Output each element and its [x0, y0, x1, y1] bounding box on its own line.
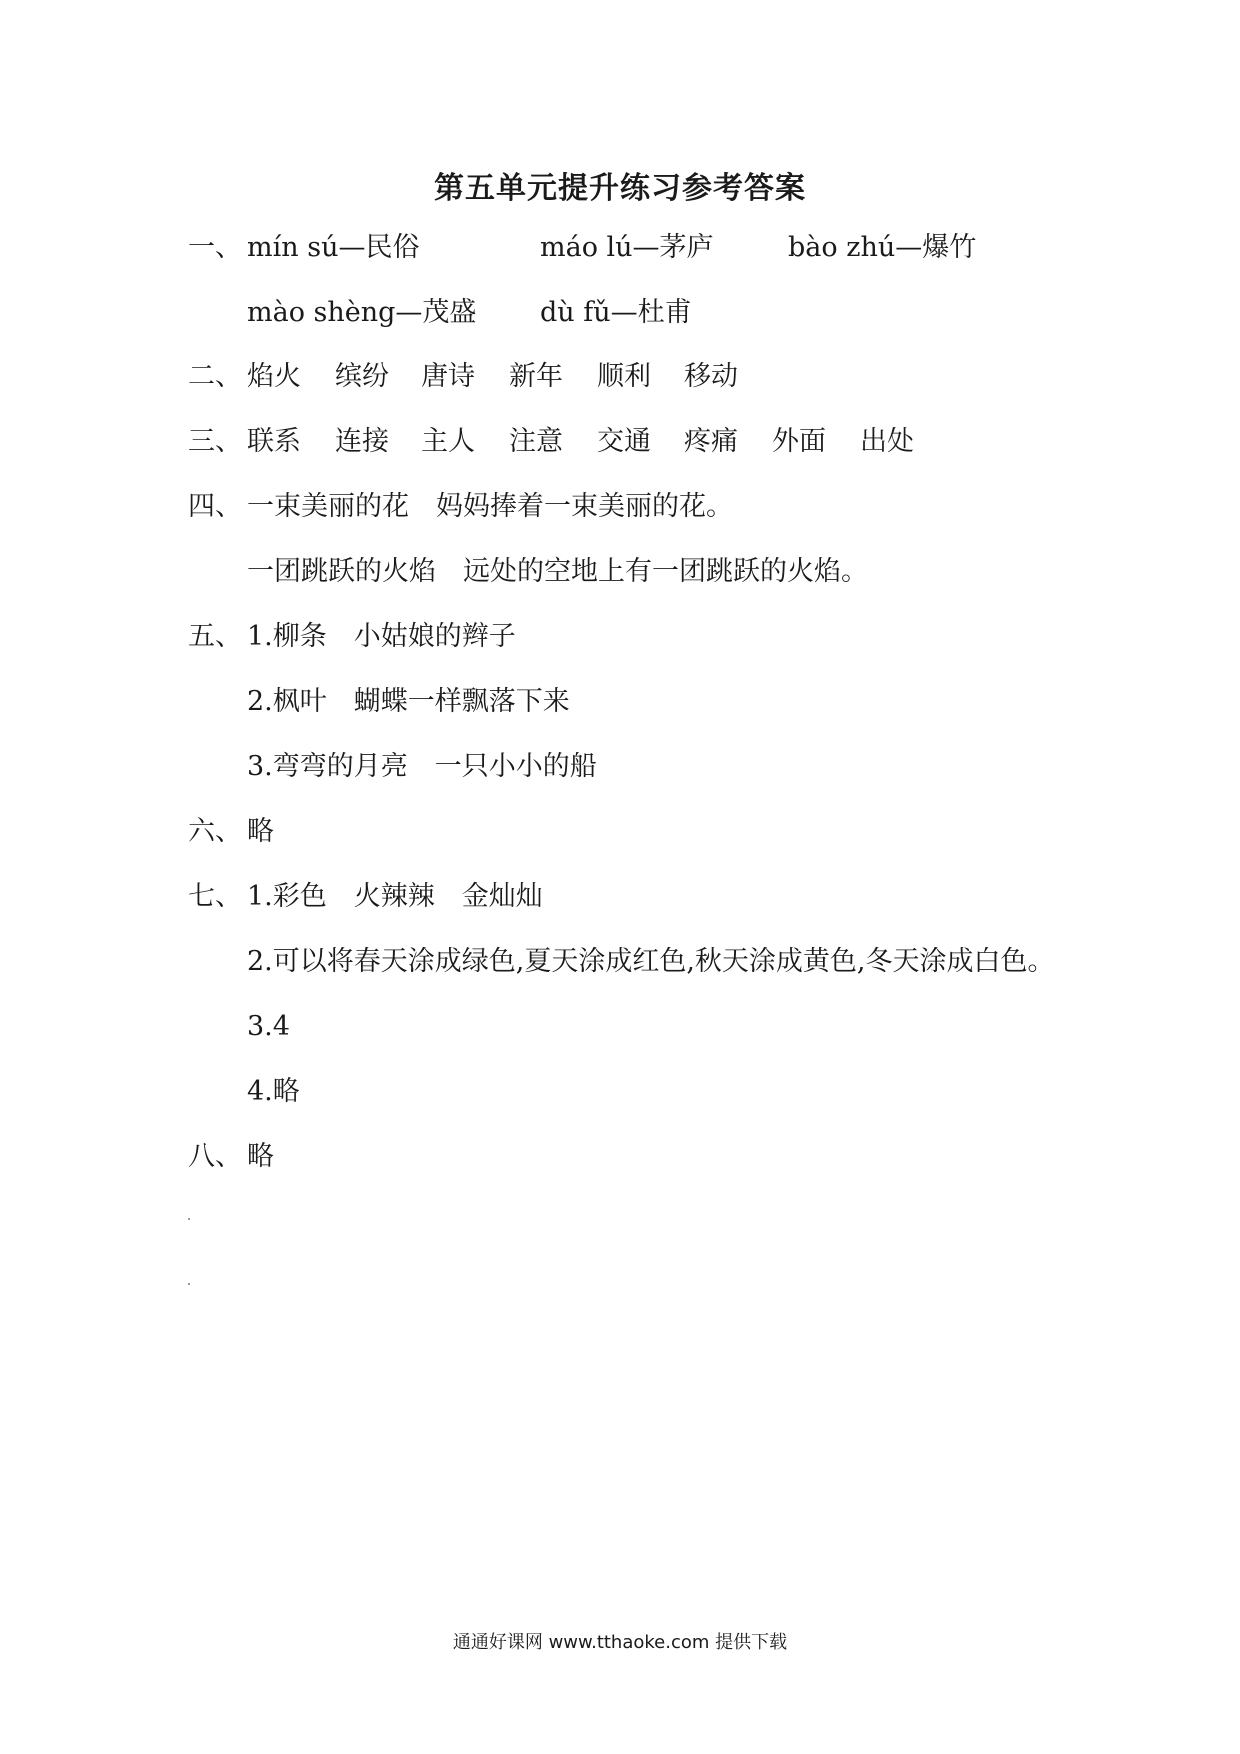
section-2-number: 二、 — [188, 361, 242, 392]
answer-2-3: 唐诗 — [421, 361, 475, 392]
answer-3-5: 交通 — [597, 426, 651, 457]
page-title: 第五单元提升练习参考答案 — [434, 171, 806, 206]
answer-1-5: dù fǔ—杜甫 — [540, 297, 692, 328]
section-7-number: 七、 — [188, 881, 242, 912]
answer-2-6: 移动 — [684, 361, 738, 392]
answer-3-8: 出处 — [860, 426, 914, 457]
answer-2-2: 缤纷 — [335, 361, 389, 392]
answer-8: 略 — [247, 1141, 274, 1172]
answer-5-2: 2.枫叶 蝴蝶一样飘落下来 — [247, 686, 570, 717]
answer-2-1: 焰火 — [247, 361, 301, 392]
answer-5-3: 3.弯弯的月亮 一只小小的船 — [247, 751, 597, 782]
answer-7-1: 1.彩色 火辣辣 金灿灿 — [247, 881, 543, 912]
answer-3-7: 外面 — [772, 426, 826, 457]
answer-7-2: 2.可以将春天涂成绿色,夏天涂成红色,秋天涂成黄色,冬天涂成白色。 — [247, 946, 1055, 977]
answer-3-4: 注意 — [509, 426, 563, 457]
answer-1-2: máo lú—茅庐 — [540, 232, 714, 263]
section-1-number: 一、 — [188, 232, 242, 263]
section-8-number: 八、 — [188, 1141, 242, 1172]
scan-speck — [188, 1218, 190, 1220]
footer-credit: 通通好课网 www.tthaoke.com 提供下载 — [452, 1632, 788, 1653]
answer-5-1: 1.柳条 小姑娘的辫子 — [247, 621, 516, 652]
answer-1-4: mào shèng—茂盛 — [247, 297, 477, 328]
scan-speck — [188, 1283, 190, 1285]
section-4-number: 四、 — [188, 491, 242, 522]
section-6-number: 六、 — [188, 816, 242, 847]
answer-2-5: 顺利 — [597, 361, 651, 392]
answer-2-4: 新年 — [509, 361, 563, 392]
answer-3-1: 联系 — [247, 426, 301, 457]
answer-4-2: 一团跳跃的火焰 远处的空地上有一团跳跃的火焰。 — [247, 556, 868, 587]
answer-3-3: 主人 — [421, 426, 475, 457]
answer-7-4: 4.略 — [247, 1076, 300, 1107]
answer-7-3: 3.4 — [247, 1011, 290, 1042]
answer-3-6: 疼痛 — [684, 426, 738, 457]
answer-1-3: bào zhú—爆竹 — [788, 232, 977, 263]
answer-6: 略 — [247, 816, 274, 847]
answer-3-2: 连接 — [335, 426, 389, 457]
section-3-number: 三、 — [188, 426, 242, 457]
answer-1-1: mín sú—民俗 — [247, 232, 420, 263]
section-5-number: 五、 — [188, 621, 242, 652]
answer-4-1: 一束美丽的花 妈妈捧着一束美丽的花。 — [247, 491, 733, 522]
